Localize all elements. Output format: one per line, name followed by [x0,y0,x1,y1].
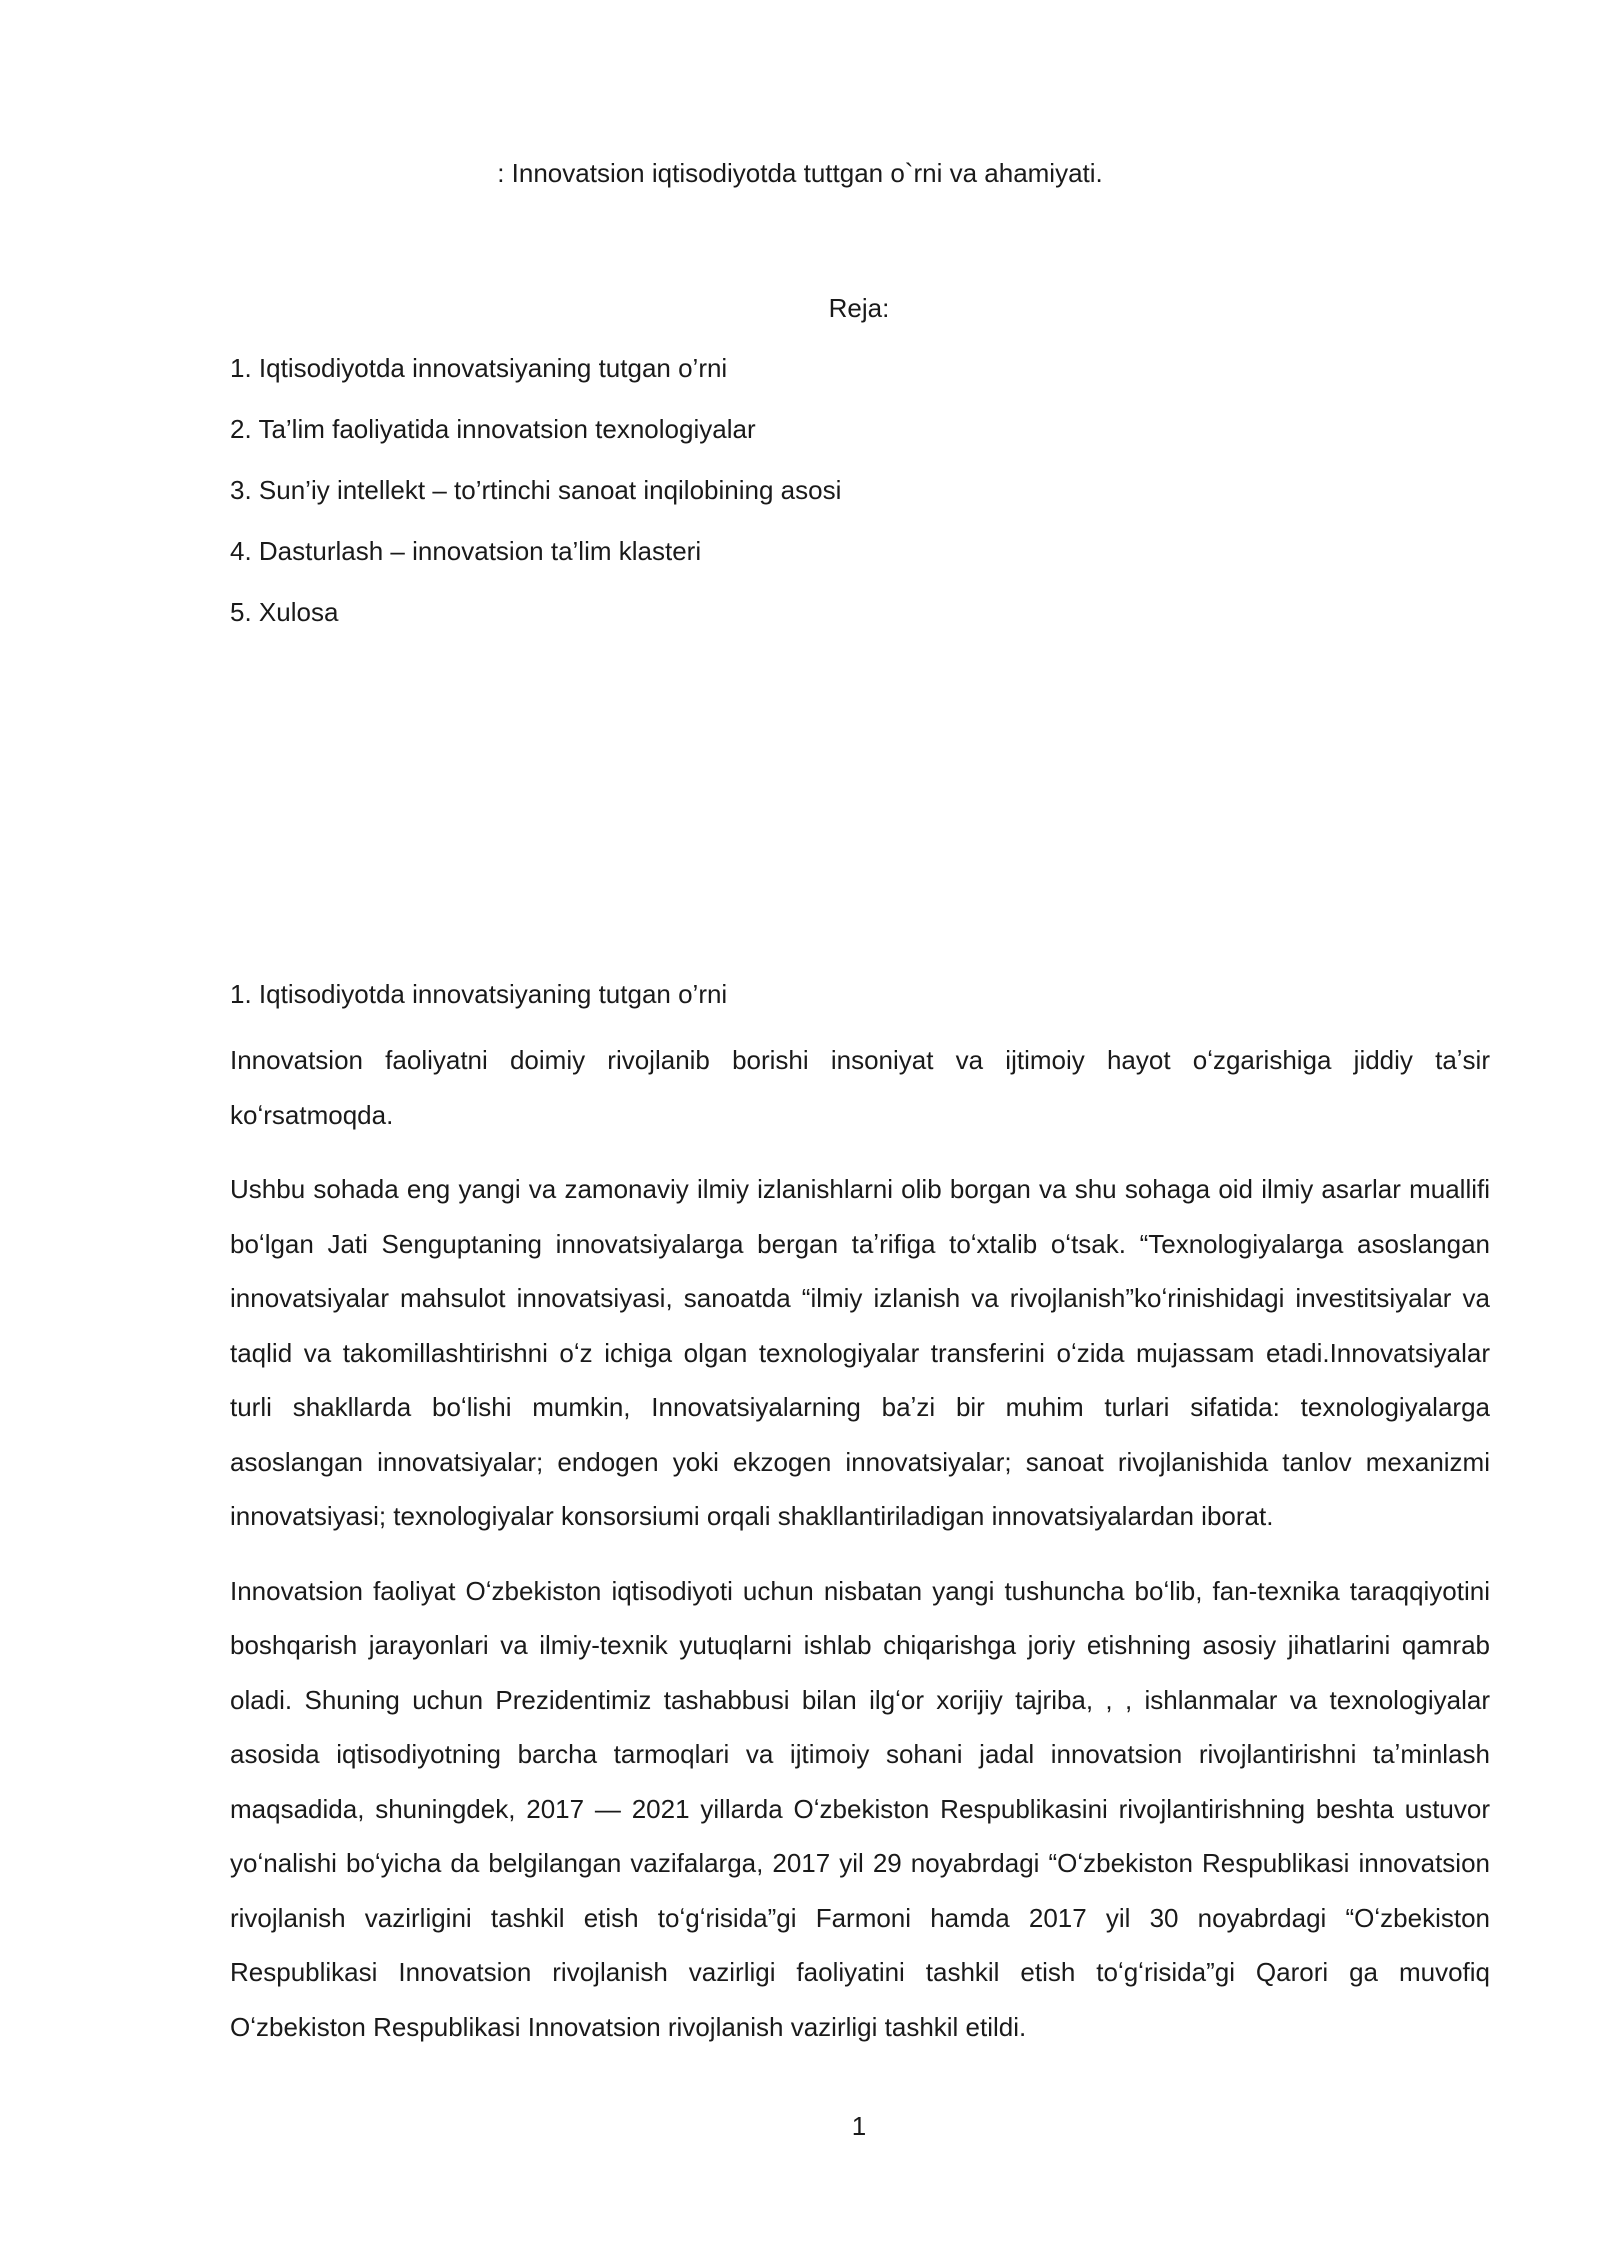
document-title: : Innovatsion iqtisodiyotda tuttgan o`rni va ahamiyati. [497,158,1103,188]
body-paragraph: Innovatsion faoliyat Oʻzbekiston iqtisodiyoti uchun nisbatan yangi tushuncha boʻlib, fan-texnika taraqqiyotini boshqarish jarayonlari va ilmiy-texnik yutuqlarni ishlab chiqarishga joriy etishning asosiy jihatlarini qamrab oladi. Shuning uchun Prezidentimiz tashabbusi bilan ilgʻor xorijiy tajriba, , , ishlanmalar va texnologiyalar asosida iqtisodiyotning barcha tarmoqlari va ijtimoiy sohani jadal innovatsion rivojlantirishni taʼminlash maqsadida, shuningdek, 2017 — 2021 yillarda Oʻzbekiston Respublikasini rivojlantirishning beshta ustuvor yoʻnalishi boʻyicha da belgilangan vazifalarga, 2017 yil 29 noyabrdagi “Oʻzbekiston Respublikasi innovatsion rivojlanish vazirligini tashkil etish toʻgʻrisida”gi Farmoni hamda 2017 yil 30 noyabrdagi “Oʻzbekiston Respublikasi Innovatsion rivojlanish vazirligi faoliyatini tashkil etish toʻgʻrisida”gi Qarori ga muvofiq Oʻzbekiston Respublikasi Innovatsion rivojlanish vazirligi tashkil etildi. [230,1575,1490,2042]
section-title: 1. Iqtisodiyotda innovatsiyaning tutgan o’rni [230,979,728,1009]
plan-item: 2. Ta’lim faoliyatida innovatsion texnologiyalar [230,414,756,444]
body-paragraph: Innovatsion faoliyatni doimiy rivojlanib borishi insoniyat va ijtimoiy hayot oʻzgarishiga jiddiy taʼsir koʻrsatmoqda. [230,1045,1490,1130]
page-number: 1 [851,2111,867,2141]
plan-heading: Reja: [828,293,890,323]
body-paragraph: Ushbu sohada eng yangi va zamonaviy ilmiy izlanishlarni olib borgan va shu sohaga oid ilmiy asarlar muallifi boʻlgan Jati Senguptaning innovatsiyalarga bergan taʼrifiga toʻxtalib oʻtsak. “Texnologiyalarga asoslangan innovatsiyalar mahsulot innovatsiyasi, sanoatda “ilmiy izlanish va rivojlanish”koʻrinishidagi investitsiyalar va taqlid va takomillashtirishni oʻz ichiga olgan texnologiyalar transferini oʻzida mujassam etadi.Innovatsiyalar turli shakllarda boʻlishi mumkin, Innovatsiyalarning baʼzi bir muhim turlari sifatida: texnologiyalarga asoslangan innovatsiyalar; endogen yoki ekzogen innovatsiyalar; sanoat rivojlanishida tanlov mexanizmi innovatsiyasi; texnologiyalar konsorsiumi orqali shakllantiriladigan innovatsiyalardan iborat. [230,1174,1490,1531]
plan-item: 5. Xulosa [230,597,339,627]
document-body [230,976,1490,2074]
plan-item: 3. Sun’iy intellekt – to’rtinchi sanoat inqilobining asosi [230,475,842,505]
plan-list [230,350,841,655]
plan-item: 4. Dasturlash – innovatsion ta’lim klasteri [230,536,702,566]
plan-item: 1. Iqtisodiyotda innovatsiyaning tutgan o’rni [230,353,728,383]
